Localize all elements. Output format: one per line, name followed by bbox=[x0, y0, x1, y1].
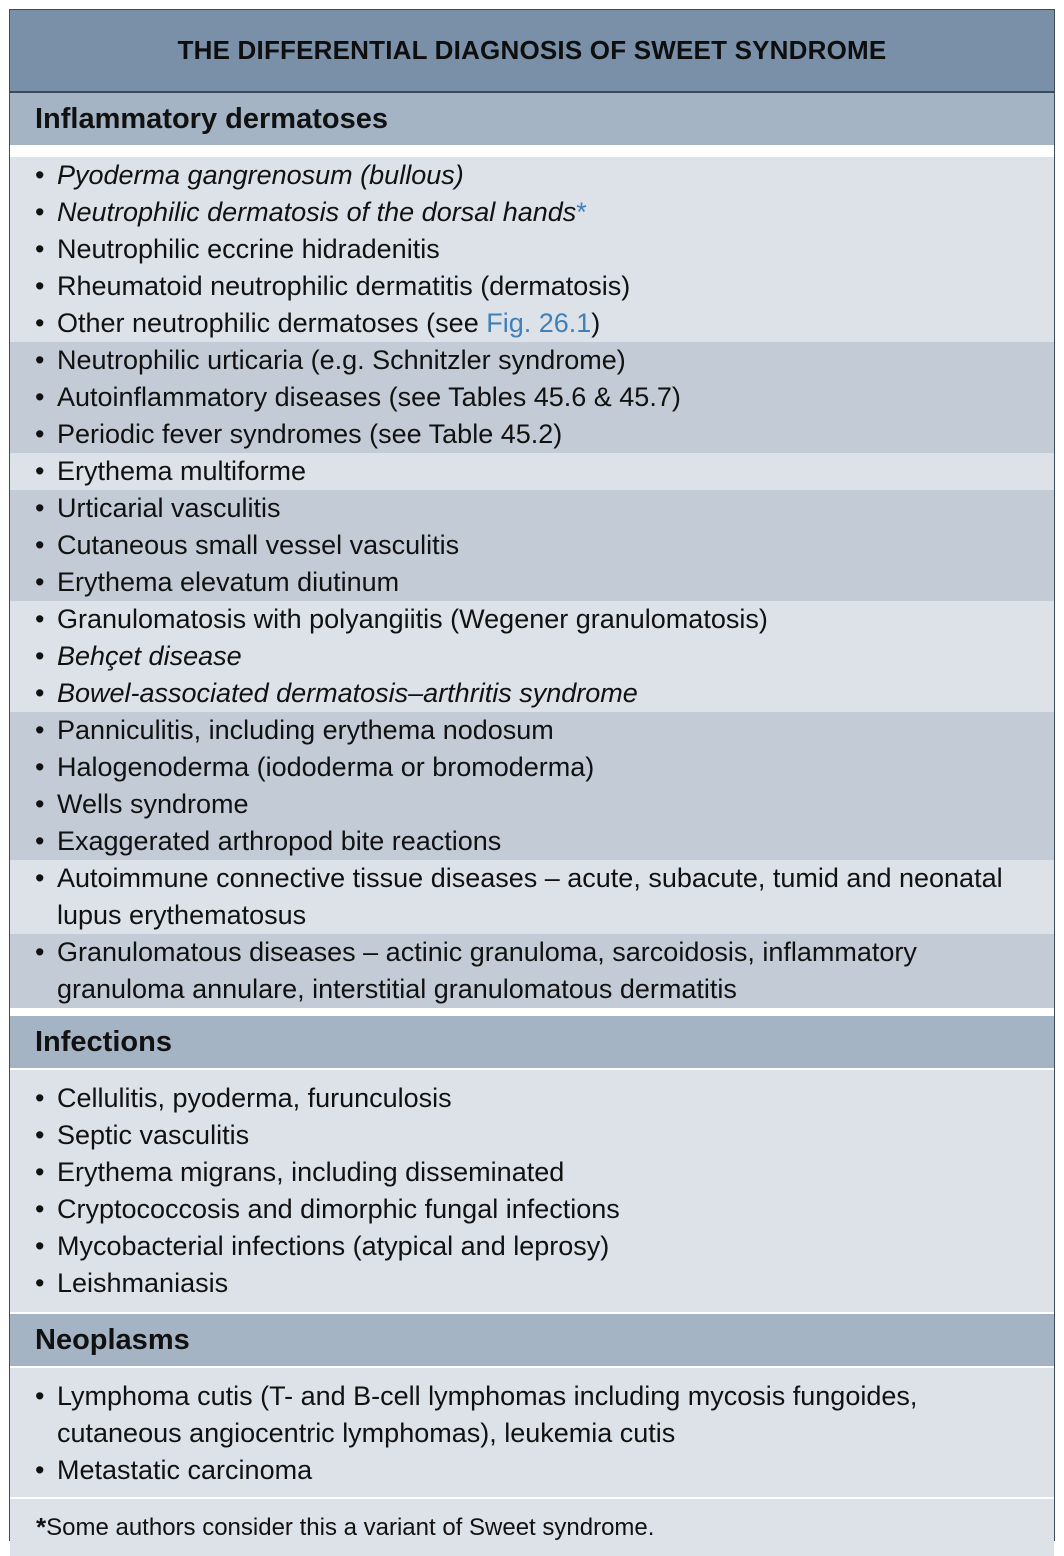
item-text: Cellulitis, pyoderma, furunculosis bbox=[57, 1083, 452, 1113]
item-text: Autoimmune connective tissue diseases – acute, subacute, tumid and neonatal lupus erythematosus bbox=[57, 863, 1003, 930]
item-text: Erythema elevatum diutinum bbox=[57, 567, 400, 597]
list-item bbox=[10, 527, 1054, 564]
row-group bbox=[10, 601, 1054, 712]
item-text: Neutrophilic dermatosis of the dorsal hands bbox=[57, 197, 577, 227]
list-item bbox=[10, 786, 1054, 823]
item-text: Granulomatous diseases – actinic granuloma, sarcoidosis, inflammatory granuloma annulare, interstitial granulomatous dermatitis bbox=[57, 937, 917, 1004]
item-text: Pyoderma gangrenosum (bullous) bbox=[57, 160, 464, 190]
bullet: • bbox=[35, 1083, 45, 1113]
list-item bbox=[10, 231, 1054, 268]
bullet: • bbox=[35, 863, 45, 893]
list-item bbox=[10, 453, 1054, 490]
list-item bbox=[10, 1080, 1054, 1117]
list-item bbox=[10, 1117, 1054, 1154]
row-group bbox=[10, 934, 1054, 1008]
list-item bbox=[10, 305, 1054, 342]
bullet: • bbox=[35, 678, 45, 708]
item-text: Exaggerated arthropod bite reactions bbox=[57, 826, 502, 856]
bullet: • bbox=[35, 826, 45, 856]
item-text: Cryptococcosis and dimorphic fungal infections bbox=[57, 1194, 620, 1224]
bullet: • bbox=[35, 419, 45, 449]
bullet: • bbox=[35, 308, 45, 338]
list-item bbox=[10, 675, 1054, 712]
item-text: Periodic fever syndromes (see Table 45.2) bbox=[57, 419, 563, 449]
list-item bbox=[10, 268, 1054, 305]
bullet: • bbox=[35, 1381, 45, 1411]
bullet: • bbox=[35, 530, 45, 560]
bullet: • bbox=[35, 1194, 45, 1224]
row-group bbox=[10, 157, 1054, 342]
item-text: Autoinflammatory diseases (see Tables 45.6 & 45.7) bbox=[57, 382, 681, 412]
section-neoplasms bbox=[10, 1368, 1054, 1497]
footnote-marker: * bbox=[576, 197, 587, 227]
section-heading-neoplasms: Neoplasms bbox=[10, 1312, 1054, 1368]
item-text: Mycobacterial infections (atypical and leprosy) bbox=[57, 1231, 610, 1261]
footnote bbox=[10, 1497, 1054, 1556]
differential-diagnosis-table bbox=[9, 9, 1055, 1541]
item-text: Halogenoderma (iododerma or bromoderma) bbox=[57, 752, 595, 782]
figure-link[interactable]: Fig. 26.1 bbox=[486, 308, 592, 338]
list-item bbox=[10, 1265, 1054, 1302]
bullet: • bbox=[35, 271, 45, 301]
item-text: Urticarial vasculitis bbox=[57, 493, 281, 523]
bullet: • bbox=[35, 456, 45, 486]
bullet: • bbox=[35, 715, 45, 745]
list-item bbox=[10, 749, 1054, 786]
item-text: Erythema migrans, including disseminated bbox=[57, 1157, 565, 1187]
bullet: • bbox=[35, 604, 45, 634]
bullet: • bbox=[35, 345, 45, 375]
list-item bbox=[10, 157, 1054, 194]
bullet: • bbox=[35, 382, 45, 412]
list-item bbox=[10, 1228, 1054, 1265]
list-item bbox=[10, 342, 1054, 379]
list-item bbox=[10, 564, 1054, 601]
list-item bbox=[10, 638, 1054, 675]
table-title: THE DIFFERENTIAL DIAGNOSIS OF SWEET SYNDROME bbox=[10, 10, 1054, 93]
bullet: • bbox=[35, 493, 45, 523]
item-text: Neutrophilic eccrine hidradenitis bbox=[57, 234, 440, 264]
list-item bbox=[10, 860, 1054, 934]
item-text: Rheumatoid neutrophilic dermatitis (dermatosis) bbox=[57, 271, 631, 301]
list-item bbox=[10, 712, 1054, 749]
item-text: Wells syndrome bbox=[57, 789, 249, 819]
item-text: Erythema multiforme bbox=[57, 456, 307, 486]
item-text-end: ) bbox=[591, 308, 601, 338]
bullet: • bbox=[35, 1268, 45, 1298]
item-text: Neutrophilic urticaria (e.g. Schnitzler syndrome) bbox=[57, 345, 626, 375]
list-item bbox=[10, 1378, 1054, 1452]
section-heading-inflammatory: Inflammatory dermatoses bbox=[10, 93, 1054, 147]
item-text: Lymphoma cutis (T- and B-cell lymphomas including mycosis fungoides, cutaneous angiocentric lymphomas), leukemia cutis bbox=[57, 1381, 918, 1448]
section-infections bbox=[10, 1070, 1054, 1312]
bullet: • bbox=[35, 1231, 45, 1261]
row-group bbox=[10, 453, 1054, 490]
bullet: • bbox=[35, 789, 45, 819]
bullet: • bbox=[35, 1455, 45, 1485]
list-item bbox=[10, 416, 1054, 453]
row-group bbox=[10, 490, 1054, 601]
bullet: • bbox=[35, 197, 45, 227]
bullet: • bbox=[35, 567, 45, 597]
row-group bbox=[10, 342, 1054, 453]
footnote-text: Some authors consider this a variant of Sweet syndrome. bbox=[46, 1513, 655, 1541]
list-item bbox=[10, 194, 1054, 231]
bullet: • bbox=[35, 1157, 45, 1187]
list-item bbox=[10, 379, 1054, 416]
bullet: • bbox=[35, 1120, 45, 1150]
list-item bbox=[10, 823, 1054, 860]
section-inflammatory bbox=[10, 147, 1054, 1016]
bullet: • bbox=[35, 160, 45, 190]
bullet: • bbox=[35, 752, 45, 782]
row-group bbox=[10, 712, 1054, 860]
row-group bbox=[10, 860, 1054, 934]
item-text: Panniculitis, including erythema nodosum bbox=[57, 715, 554, 745]
item-text: Metastatic carcinoma bbox=[57, 1455, 313, 1485]
list-item bbox=[10, 1191, 1054, 1228]
item-text: Septic vasculitis bbox=[57, 1120, 250, 1150]
bullet: • bbox=[35, 234, 45, 264]
footnote-marker: * bbox=[36, 1512, 47, 1542]
item-text: Bowel-associated dermatosis–arthritis syndrome bbox=[57, 678, 638, 708]
list-item bbox=[10, 601, 1054, 638]
bullet: • bbox=[35, 937, 45, 967]
list-item bbox=[10, 934, 1054, 1008]
bullet: • bbox=[35, 641, 45, 671]
list-item bbox=[10, 1154, 1054, 1191]
item-text: Cutaneous small vessel vasculitis bbox=[57, 530, 460, 560]
item-text: Granulomatosis with polyangiitis (Wegener granulomatosis) bbox=[57, 604, 768, 634]
section-heading-infections: Infections bbox=[10, 1016, 1054, 1070]
list-item bbox=[10, 1452, 1054, 1489]
item-text: Leishmaniasis bbox=[57, 1268, 229, 1298]
item-text: Behçet disease bbox=[57, 641, 242, 671]
list-item bbox=[10, 490, 1054, 527]
item-text: Other neutrophilic dermatoses (see bbox=[57, 308, 487, 338]
